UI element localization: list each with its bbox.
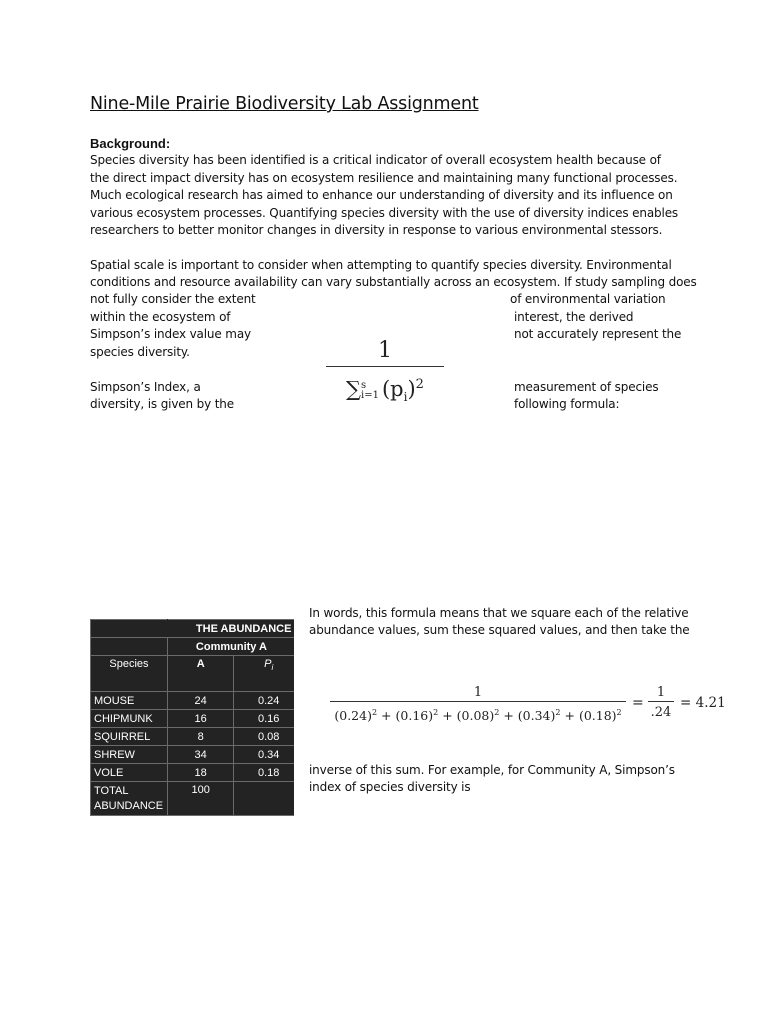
simpson-right-1: measurement of species xyxy=(514,380,659,394)
abundance-label: ABUNDANCE xyxy=(94,800,164,812)
community-header: Community A xyxy=(167,638,294,656)
spatial-left-2: within the ecosystem of xyxy=(90,310,231,324)
proportion-cell: 0.08 xyxy=(234,728,294,746)
p-column-header: $P_i$ xyxy=(234,656,294,692)
term-4-exp: 2 xyxy=(555,708,561,717)
term-5-exp: 2 xyxy=(616,708,622,717)
formula-term-close: ) xyxy=(407,377,416,401)
abundance-table xyxy=(90,619,294,816)
table-title: THE ABUNDANCE xyxy=(167,620,294,638)
formula-sub-i: i=1 xyxy=(361,389,379,401)
simplified-denominator: .24 xyxy=(650,705,672,720)
abundance-table-wrapper xyxy=(90,619,294,816)
term-4: (0.34) xyxy=(517,708,556,724)
example-calculation xyxy=(330,684,730,728)
spatial-left-1: not fully consider the extent xyxy=(90,292,256,306)
plus-4: + xyxy=(564,708,575,724)
table-row xyxy=(91,692,295,710)
words-line-2: abundance values, sum these squared values, and then take the xyxy=(309,623,690,637)
proportion-cell: 0.18 xyxy=(234,764,294,782)
formula-exponent: 2 xyxy=(415,377,424,392)
term-1-exp: 2 xyxy=(371,708,378,717)
abundance-cell: 8 xyxy=(167,728,234,746)
term-2-exp: 2 xyxy=(433,708,439,717)
total-row xyxy=(91,782,295,816)
abundance-cell: 24 xyxy=(167,692,234,710)
sigma-symbol: ∑ xyxy=(346,377,362,401)
total-value: 100 xyxy=(167,782,234,816)
equals-sign: = xyxy=(632,695,644,711)
proportion-cell: 0.16 xyxy=(234,710,294,728)
simpson-right-2: following formula: xyxy=(514,397,620,411)
species-cell: VOLE xyxy=(91,764,168,782)
abundance-cell: 34 xyxy=(167,746,234,764)
example-result: = 4.21 xyxy=(680,695,726,711)
words-line-3: inverse of this sum. For example, for Community A, Simpson’s xyxy=(309,763,675,777)
formula-sup-s: s xyxy=(361,379,367,391)
spatial-right-1: of environmental variation xyxy=(510,292,666,306)
formula-denominator xyxy=(346,370,424,412)
species-cell: MOUSE xyxy=(91,692,168,710)
term-2: (0.16) xyxy=(395,708,434,724)
spatial-left-3: Simpson’s index value may xyxy=(90,327,251,341)
example-denominator xyxy=(334,702,621,727)
spatial-left-4: species diversity. xyxy=(90,345,190,359)
proportion-cell: 0.34 xyxy=(234,746,294,764)
page-title: Nine-Mile Prairie Biodiversity Lab Assignment xyxy=(90,94,479,114)
term-1: (0.24) xyxy=(334,708,372,724)
plus-3: + xyxy=(503,708,514,724)
simpson-left-2: diversity, is given by the xyxy=(90,397,234,411)
words-line-1: In words, this formula means that we square each of the relative xyxy=(309,606,689,620)
species-cell: CHIPMUNK xyxy=(91,710,168,728)
background-paragraph: Species diversity has been identified is a critical indicator of overall ecosystem health because of the direct impact diversity has on ecosystem resilience and maintaining many functional processes. Much ecological research has aimed to enhance our understanding of diversity and its influence on various ecosystem processes. Quantifying species diversity with the use of diversity indices enables researchers to better monitor changes in diversity in response to various environmental stessors. xyxy=(90,153,679,237)
simpson-formula xyxy=(326,336,444,412)
background-heading: Background: xyxy=(90,136,171,151)
total-label-cell xyxy=(91,782,168,816)
table-row xyxy=(91,764,295,782)
term-3-exp: 2 xyxy=(494,708,500,717)
table-row xyxy=(91,710,295,728)
spatial-right-3: not accurately represent the xyxy=(514,327,682,341)
words-line-4: index of species diversity is xyxy=(309,780,471,794)
formula-fraction-bar xyxy=(326,366,444,367)
formula-term-open: (p xyxy=(381,377,404,401)
simplified-numerator: 1 xyxy=(656,685,666,700)
table-row xyxy=(91,728,295,746)
species-cell: SQUIRREL xyxy=(91,728,168,746)
term-3: (0.08) xyxy=(456,708,495,724)
formula-numerator: 1 xyxy=(378,338,392,363)
species-cell: SHREW xyxy=(91,746,168,764)
abundance-cell: 18 xyxy=(167,764,234,782)
table-row xyxy=(91,746,295,764)
spatial-line-1: Spatial scale is important to consider when attempting to quantify species diversity. Environmental xyxy=(90,258,672,272)
plus-2: + xyxy=(442,708,453,724)
simpson-left-1: Simpson’s Index, a xyxy=(90,380,201,394)
total-label: TOTAL xyxy=(94,785,129,797)
spatial-line-2: conditions and resource availability can vary substantially across an ecosystem. If study sampling does xyxy=(90,275,697,289)
term-5: (0.18) xyxy=(578,708,617,724)
species-column-header: Species xyxy=(91,656,168,692)
formula-term-sub: i xyxy=(403,390,408,405)
proportion-cell: 0.24 xyxy=(234,692,294,710)
abundance-cell: 16 xyxy=(167,710,234,728)
spatial-right-2: interest, the derived xyxy=(514,310,634,324)
a-column-header: A xyxy=(167,656,234,692)
example-fraction xyxy=(330,684,626,727)
example-numerator: 1 xyxy=(473,685,483,700)
plus-1: + xyxy=(381,708,392,724)
simplified-fraction xyxy=(648,684,674,724)
